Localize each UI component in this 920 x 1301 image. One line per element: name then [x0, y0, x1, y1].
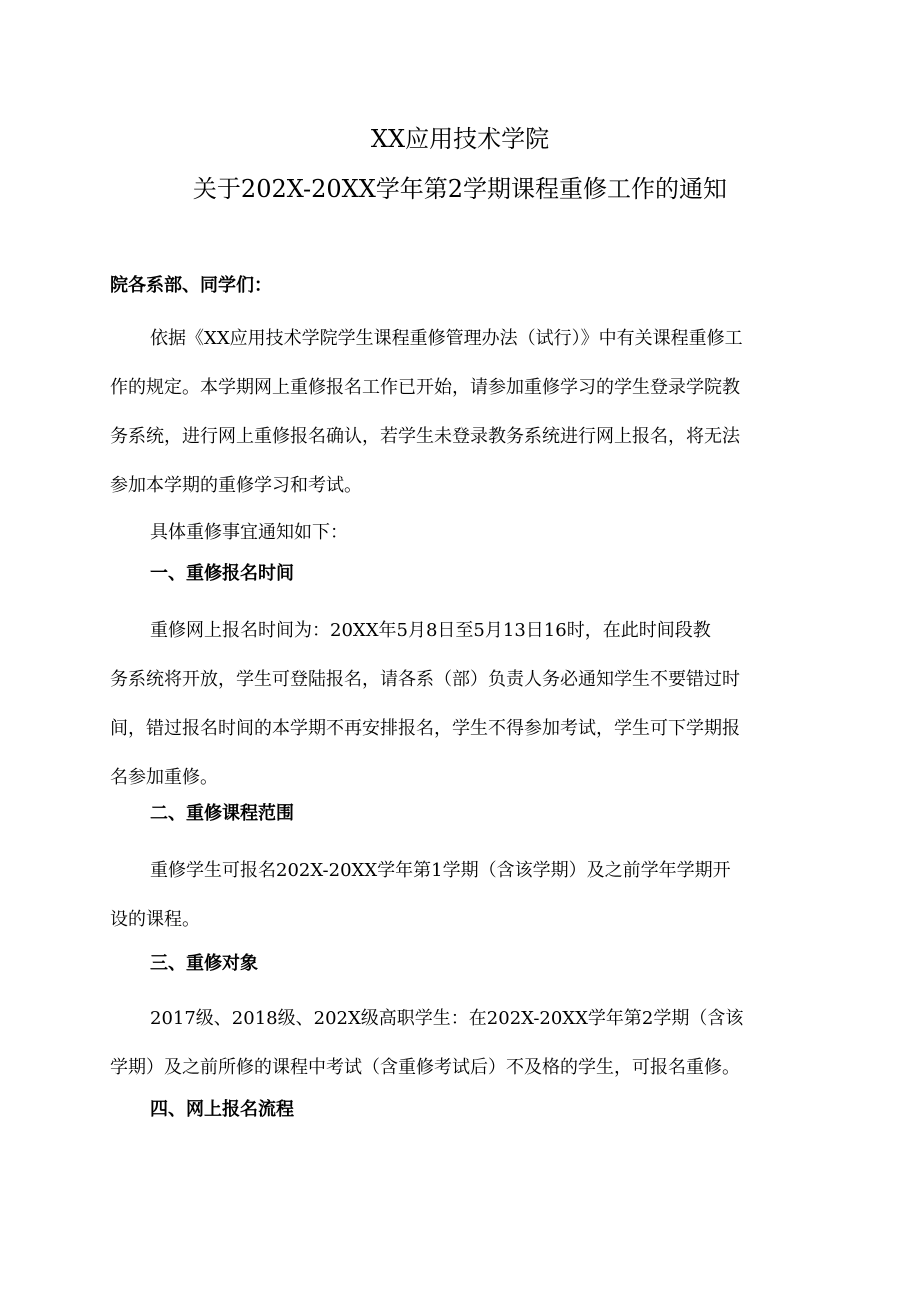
eligible-students-paragraph	[110, 994, 810, 1092]
lead-in-paragraph	[110, 508, 810, 557]
registration-time-line: 务系统将开放，学生可登陆报名，请各系（部）负责人务必通知学生不要错过时	[110, 669, 740, 690]
registration-time-line: 名参加重修。	[110, 767, 218, 788]
eligible-students-line: 学期）及之前所修的课程中考试（含重修考试后）不及格的学生，可报名重修。	[110, 1057, 740, 1078]
section-heading-online-process: 四、网上报名流程	[150, 1099, 294, 1120]
section-heading-registration-time: 一、重修报名时间	[150, 563, 294, 584]
course-scope-line: 重修学生可报名202X-20XX学年第1学期（含该学期）及之前学年学期开	[150, 860, 731, 881]
section-heading-eligible-students: 三、重修对象	[150, 953, 258, 974]
intro-paragraph	[110, 314, 810, 510]
intro-line: 作的规定。本学期网上重修报名工作已开始，请参加重修学习的学生登录学院教	[110, 377, 740, 398]
registration-time-line: 重修网上报名时间为：20XX年5月8日至5月13日16时，在此时间段教	[150, 620, 711, 641]
lead-in-line: 具体重修事宜通知如下：	[150, 522, 348, 543]
salutation: 院各系部、同学们：	[110, 275, 272, 296]
course-scope-paragraph	[110, 846, 810, 944]
document-title-notice: 关于202X-20XX学年第2学期课程重修工作的通知	[192, 175, 728, 203]
intro-line: 参加本学期的重修学习和考试。	[110, 475, 362, 496]
section-heading-course-scope: 二、重修课程范围	[150, 803, 294, 824]
intro-line: 务系统，进行网上重修报名确认，若学生未登录教务系统进行网上报名，将无法	[110, 426, 740, 447]
registration-time-paragraph	[110, 606, 810, 802]
eligible-students-line: 2017级、2018级、202X级高职学生：在202X-20XX学年第2学期（含该	[150, 1008, 744, 1029]
course-scope-line: 设的课程。	[110, 909, 200, 930]
document-title-institution: XX应用技术学院	[370, 125, 550, 153]
registration-time-line: 间，错过报名时间的本学期不再安排报名，学生不得参加考试，学生可下学期报	[110, 718, 740, 739]
intro-line: 依据《XX应用技术学院学生课程重修管理办法（试行）》中有关课程重修工	[150, 328, 743, 349]
